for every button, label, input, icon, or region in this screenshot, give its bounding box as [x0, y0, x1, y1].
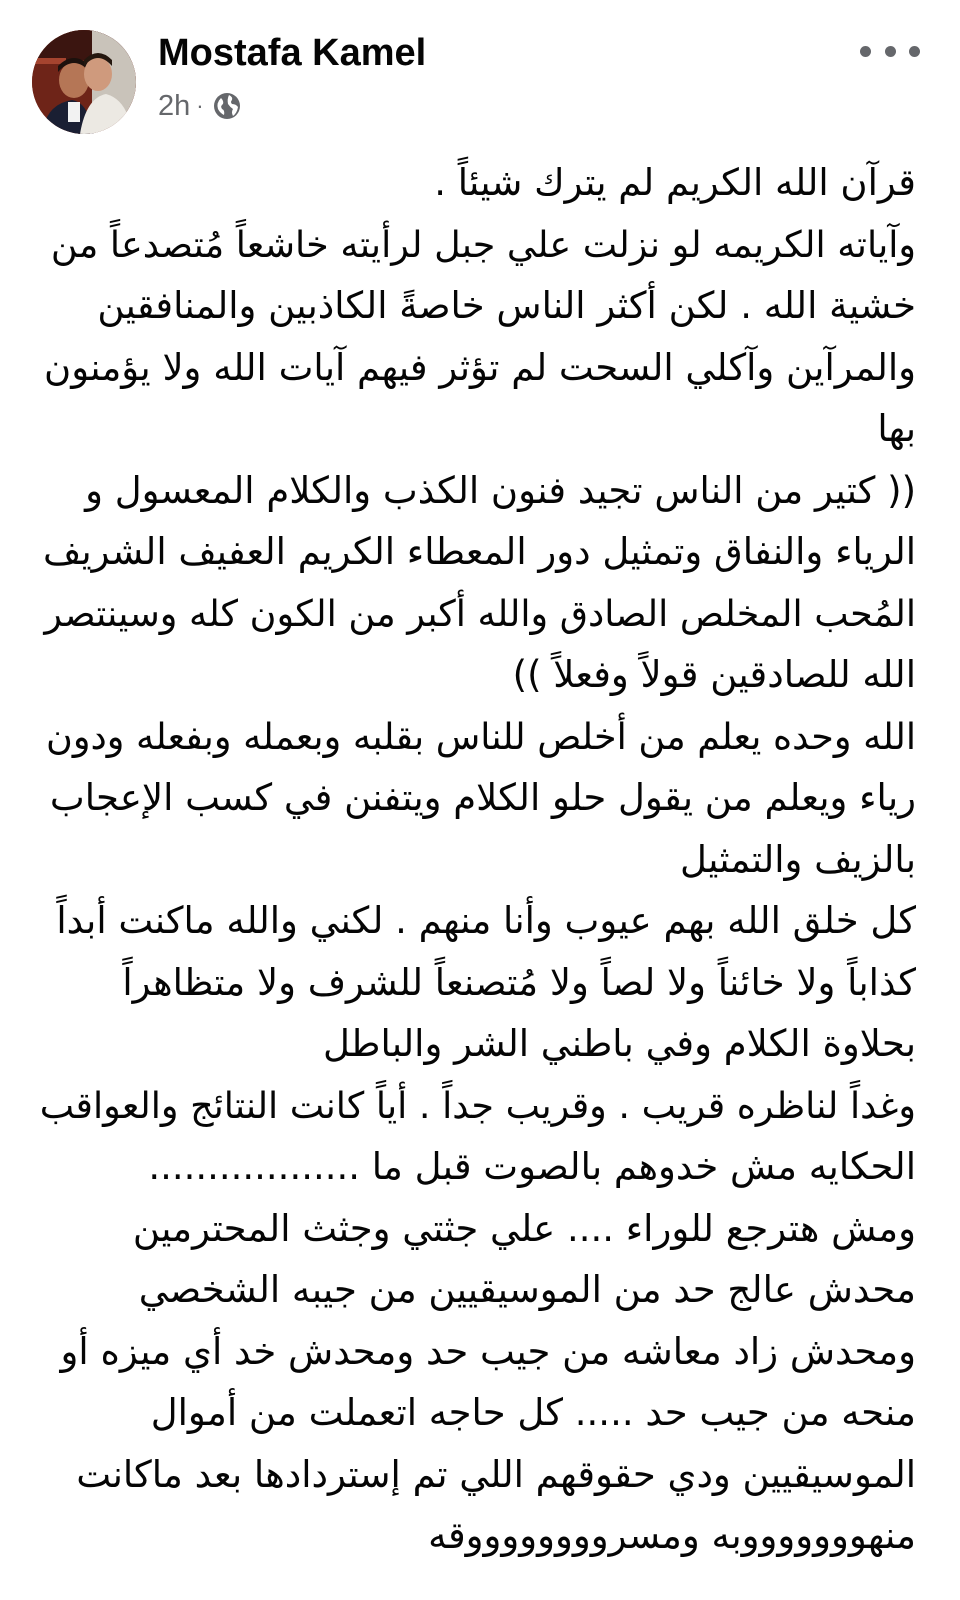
post-text-line: كذاباً ولا خائناً ولا لصاً ولا مُتصنعاً للشرف ولا متظاهراً	[122, 960, 916, 1004]
post-text-line: الحكايه مش خدوهم بالصوت قبل ما ..................	[148, 1145, 916, 1188]
post-header	[0, 0, 960, 140]
post-text-line: قرآن الله الكريم لم يترك شيئاً .	[434, 161, 916, 204]
post-text-line: وغداً لناظره قريب . وقريب جداً . أياً كانت النتائج والعواقب	[39, 1083, 916, 1127]
post-meta	[158, 86, 242, 126]
author-avatar[interactable]	[32, 30, 136, 134]
post-text-line: (( كتير من الناس تجيد فنون الكذب والكلام المعسول و	[85, 468, 916, 512]
post-text-line: كل خلق الله بهم عيوب وأنا منهم . لكني والله ماكنت أبداً	[56, 899, 916, 942]
post-text-line: المُحب المخلص الصادق والله أكبر من الكون كله وسينتصر	[44, 591, 916, 635]
post-text-line: الرياء والنفاق وتمثيل دور المعطاء الكريم العفيف الشريف	[43, 530, 916, 573]
meta-separator: ·	[196, 93, 204, 118]
post-text-line: خشية الله . لكن أكثر الناس خاصةً الكاذبين والمنافقين	[97, 284, 916, 327]
post-text-line: رياء ويعلم من يقول حلو الكلام ويتفنن في كسب الإعجاب	[49, 776, 916, 819]
more-horizontal-icon[interactable]	[860, 36, 920, 66]
post-text-line: والمرآين وآكلي السحت لم تؤثر فيهم آيات الله ولا يؤمنون	[44, 345, 916, 389]
post-text-line: منهوووووووبه ومسرووووووووقه	[428, 1514, 916, 1557]
post-text-line: الموسيقيين ودي حقوقهم اللي تم إستردادها بعد ماكانت	[76, 1452, 916, 1496]
more-dot	[860, 46, 871, 57]
more-dot	[885, 46, 896, 57]
post-text-line: الله وحده يعلم من أخلص للناس بقلبه وبعمله وبفعله ودون	[46, 714, 916, 758]
globe-icon[interactable]	[212, 91, 242, 121]
post-text-line: بحلاوة الكلام وفي باطني الشر والباطل	[322, 1022, 916, 1065]
profile-photo	[32, 30, 136, 134]
post-text-line: بها	[877, 407, 916, 450]
post-text-line: ومحدش زاد معاشه من جيب حد ومحدش خد أي ميزه أو	[60, 1329, 916, 1373]
post-body-text	[40, 152, 916, 1567]
post-time[interactable]: 2h	[158, 89, 191, 122]
post-text-line: محدش عالج حد من الموسيقيين من جيبه الشخصي	[138, 1268, 916, 1311]
post-text-line: بالزيف والتمثيل	[680, 837, 916, 881]
author-name[interactable]: Mostafa Kamel	[158, 32, 427, 74]
post-text-line: الله للصادقين قولاً وفعلاً ))	[512, 653, 916, 696]
more-dot	[909, 46, 920, 57]
post-text-line: وآياته الكريمه لو نزلت علي جبل لرأيته خاشعاً مُتصدعاً من	[50, 222, 916, 266]
post-text-line: منحه من جيب حد ..... كل حاجه اتعملت من أموال	[150, 1391, 916, 1434]
post-text-line: ومش هترجع للوراء .... علي جثتي وجثث المحترمين	[132, 1206, 916, 1250]
